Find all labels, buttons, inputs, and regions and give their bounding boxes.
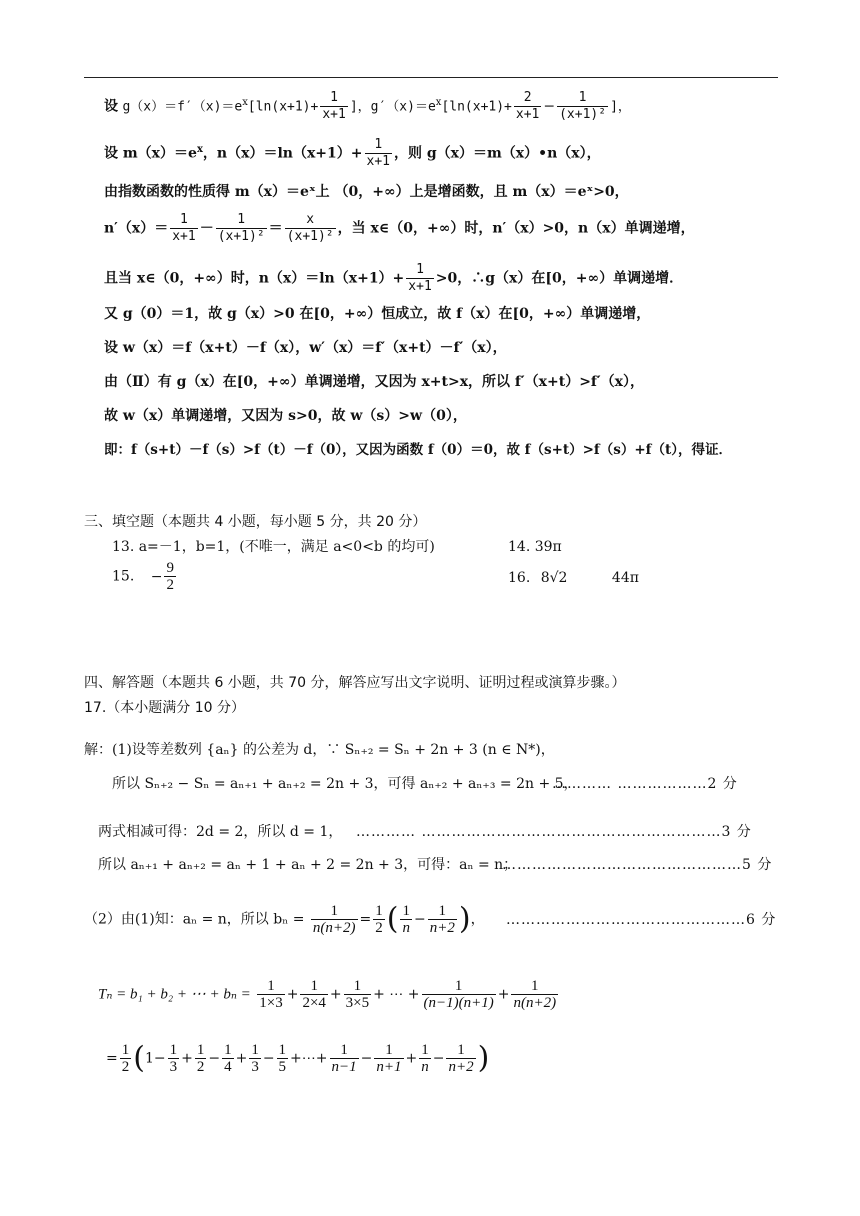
fraction: $\frac{1}{x+1}$ [408,262,432,294]
text: 1 [144,1050,154,1067]
right-paren: ) [477,1040,490,1076]
sum-line-1: Tₙ = b₁ + b₂ + ⋯ + bₙ = $\frac{1}{1\times 3}$ + $\frac{1}{2\times 4}$ + $\frac{1}{3\times 5}$ + ⋯ + $\frac{1}{(n-1)(n+1)}$ + $\frac{1}{n(n+2)}$ [98,978,557,1011]
fraction: $\frac{1}{n+2}$ [448,1042,474,1075]
text: [ln(x+1)+ [247,99,319,115]
text: 且当 x∈（0，+∞）时，n（x）＝ln（x+1）+ [104,270,405,287]
solution-line-3: 两式相减可得：2d = 2，所以 d = 1， [98,824,343,840]
answer-13: 13. a=－1，b=1，(不唯一，满足 a<0<b 的均可) [112,539,435,555]
text: ，当 x∈（0，+∞）时，n′（x）>0，n（x）单调递增， [337,220,695,237]
fraction: $\frac{1}{2}$ [196,1042,205,1075]
text: = [106,1050,118,1067]
left-paren: ( [133,1040,145,1076]
text: >0，∴g（x）在[0，+∞）单调递增． [435,270,684,287]
text: 设 [104,98,118,115]
fraction: $\frac{1}{n-1}$ [331,1042,357,1075]
proof-line-1: 设 $g(x)=f'(x)=e^x[\ln(x+1)+$ $\frac{1}{x+1}$ ]，$g'(x)=e^x[\ln(x+1)+$ $\frac{2}{x+1}$ − $\frac{1}{\text{(x+1)²}}$ ]， [104,90,631,122]
fraction: $\frac{1}{3\times 5}$ [345,978,370,1011]
score-marker: …………………………………………6 分 [506,912,777,928]
fraction: $\frac{1}{n+1}$ [376,1042,402,1075]
value: 44π [611,570,639,586]
fraction: $\frac{1}{(n-1)(n+1)}$ [423,978,494,1011]
text: x [435,96,442,108]
fraction: $\frac{1}{x+1}$ [322,90,346,122]
text: － [199,220,214,237]
text: g（x）＝f′（x)＝e [122,99,243,115]
score-marker: ………… ………………2 分 [552,776,738,792]
text: + ⋯ + [373,986,420,1003]
right-paren: ) [458,901,471,937]
fraction: $\frac{1}{4}$ [224,1042,232,1075]
answer-14: 14. 39π [508,539,562,555]
text: x [196,143,203,155]
text: （2）由(1)知：aₙ = n，所以 bₙ = [84,911,305,928]
fraction: $\frac{1}{n+2}$ [429,903,455,936]
proof-line-9: 故 w（x）单调递增，又因为 s>0，故 w（s）>w（0）， [104,408,467,424]
proof-line-6: 又 g（0）＝1，故 g（x）>0 在[0，+∞）恒成立，故 f（x）在[0，+∞）单调递增， [104,306,651,322]
proof-line-5 [104,262,683,295]
proof-line-10: 即：f（s+t）－f（s）>f（t）－f（0），又因为函数 f（0）＝0，故 f（s+t）>f（s）+f（t），得证． [104,442,732,458]
value: 8√2 [540,570,568,586]
solution-line-1: 解：(1)设等差数列 {aₙ} 的公差为 d，∵ Sₙ₊₂ = Sₙ + 2n + 3 (n ∈ N*)， [84,742,555,758]
proof-line-3: 由指数函数的性质得 m（x）＝eˣ上 （0，+∞）上是增函数，且 m（x）＝eˣ>0， [104,184,629,200]
fraction: $\frac{9}{2}$ [166,560,174,593]
text: ]，g′（x)＝e [349,99,436,115]
fraction: $\frac{x}{\text{(x+1)²}}$ [286,212,334,244]
fraction: $\frac{1}{n}$ [402,903,410,936]
fraction: $\frac{1}{3}$ [169,1042,178,1075]
fraction: $\frac{1}{\text{(x+1)²}}$ [559,90,607,122]
fraction: $\frac{1}{n(n+2)}$ [312,903,356,936]
answer-label: 16. [508,570,531,586]
left-paren: ( [386,901,399,937]
sum-line-2: = $\frac{1}{2}$ (1− $\frac{1}{3}$ + $\frac{1}{2}$ − $\frac{1}{4}$ + $\frac{1}{3}$ − $\frac{1}{5}$ +⋯+ $\frac{1}{n-1}$ − $\frac{1}{n+1}$ + $\frac{1}{n}$ − $\frac{1}{n+2}$ ) [106,1040,490,1076]
score-marker: ………… ……………………………………………………3 分 [356,824,752,840]
text: x [242,96,248,108]
proof-line-4 [104,212,695,245]
question-17-title: 17.（本小题满分 10 分） [84,700,245,716]
text: ，则 g（x）＝m（x）•n（x）， [393,145,601,162]
fraction: $\frac{1}{5}$ [278,1042,287,1075]
text: n′（x）＝ [104,220,169,237]
text: ， [470,911,485,928]
text: ]， [610,99,631,115]
fraction: $\frac{1}{2}$ [375,903,383,936]
section-3-heading: 三、填空题（本题共 4 小题，每小题 5 分，共 20 分） [84,514,427,530]
proof-line-2 [104,137,601,170]
fraction: $\frac{1}{3}$ [251,1042,259,1075]
solution-line-2: 所以 Sₙ₊₂ − Sₙ = aₙ₊₁ + aₙ₊₂ = 2n + 3，可得 aₙ₊₂ + aₙ₊₃ = 2n + 5， [112,776,578,792]
proof-line-8: 由（Ⅱ）有 g（x）在[0，+∞）单调递增，又因为 x+t>x，所以 f′（x+t）>f′（x）， [104,374,644,390]
fraction: $\frac{1}{n(n+2)}$ [513,978,557,1011]
minus-sign: − [150,568,163,585]
fraction: $\frac{1}{x+1}$ [172,212,196,244]
fraction: $\frac{1}{n}$ [421,1042,429,1075]
solution-line-4: 所以 aₙ₊₁ + aₙ₊₂ = aₙ + 1 + aₙ + 2 = 2n + 3，可得：aₙ = n； [98,857,518,873]
text: ＝ [268,220,283,237]
text: ，n（x）＝ln（x+1）+ [202,145,363,162]
score-marker: …………………………………………5 分 [502,857,773,873]
fraction: $\frac{2}{x+1}$ [515,90,540,122]
answer-15 [112,560,178,593]
text: 设 m（x）＝e [104,145,197,162]
section-4-heading: 四、解答题（本题共 6 小题，共 70 分，解答应写出文字说明、证明过程或演算步骤。） [84,675,626,691]
fraction: $\frac{1}{2\times 4}$ [302,978,326,1011]
fraction: $\frac{1}{2}$ [121,1042,130,1075]
proof-line-7: 设 w（x）＝f（x+t）－f（x），w′（x）＝f′（x+t）－f′（x）， [104,340,507,356]
solution-line-5: （2）由(1)知：aₙ = n，所以 bₙ = $\frac{1}{n(n+2)}$ = $\frac{1}{2}$ ( $\frac{1}{n}$ − $\frac{1}{n+2}$ )， [84,901,485,937]
text: Tₙ = b₁ + b₂ + ⋯ + bₙ = [98,986,251,1003]
fraction: $\frac{1}{\text{(x+1)²}}$ [217,212,265,244]
text: = [359,911,372,928]
fraction: $\frac{1}{1\times 3}$ [259,978,283,1011]
answer-16 [508,568,639,588]
text: [ln(x+1)+ [441,99,512,115]
fraction: $\frac{1}{x+1}$ [366,137,390,169]
answer-label: 15. [112,568,135,585]
header-rule [84,77,778,78]
